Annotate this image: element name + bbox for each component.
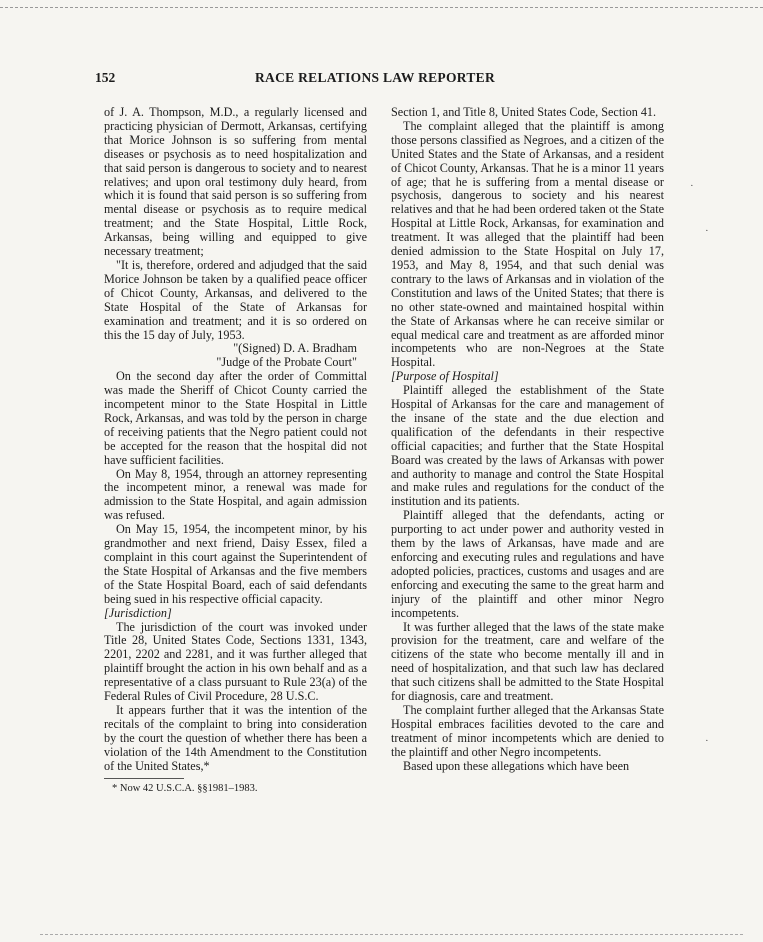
section-heading: [Purpose of Hospital] (391, 369, 499, 384)
footnote-rule (104, 778, 184, 779)
paragraph: The complaint further alleged that the Arkansas State Hospital embraces facilities devoted to the care and treatment of minor incompetents which are denied to the plaintiff and other Negro incompetents. (391, 702, 664, 759)
paragraph: The complaint alleged that the plaintiff is among those persons classified as Negroes, and a citizen of the United States and the State of Arkansas, and a resident of Chicot County, Arkansas. That he is a minor 11 years of age; that he is suffering from a mental disease or psychosis, dangerous to society and his nearest relatives and that he had been ordered taken ot the State Hospital at Little Rock, Arkansas, for examination and treatment. It was alleged that the plaintiff had been denied admission to the State Hospital on July 17, 1953, and May 8, 1954, and that such denial was contrary to the laws of Arkansas and in violation of the Constitution and laws of the United States; that there is no other state-owned and maintained hospital within the State of Arkansas where he can receive similar or equal medical care and treatment as are afforded minor incompetents who are non-Negroes at the State Hospital. (391, 118, 664, 370)
running-head: RACE RELATIONS LAW REPORTER (254, 70, 496, 85)
paragraph: On May 8, 1954, through an attorney representing the incompetent minor, a renewal was made for admission to the State Hospital, and again admission was refused. (104, 466, 367, 523)
scan-speck: · (705, 225, 709, 237)
right-column (391, 106, 664, 774)
paragraph: It was further alleged that the laws of the state make provision for the treatment, care and welfare of the citizens of the state who become mentally ill and in need of hospitalization, and that such law has declared that such citizens shall be admitted to the State Hospital for diagnosis, care and treatment. (391, 619, 664, 704)
paragraph: The jurisdiction of the court was invoked under Title 28, United States Code, Sections 1331, 1343, 2201, 2202 and 2281, and it was further alleged that plaintiff brought the action in his own behalf and as a representative of a class pursuant to Rule 23(a) of the Federal Rules of Civil Procedure, 28 U.S.C. (104, 619, 367, 704)
paragraph: It appears further that it was the intention of the recitals of the complaint to bring into consideration by the court the question of whether there has been a violation of the 14th Amendment to the Constitution of the United States,* (104, 702, 367, 773)
page-header (95, 70, 655, 90)
scan-speck: · (705, 735, 709, 747)
paragraph: of J. A. Thompson, M.D., a regularly licensed and practicing physician of Dermott, Arkansas, certifying that Morice Johnson is so suffering from mental diseases or psychosis as to need hospitalization and that said person is dangerous to society and to nearest relatives; and upon oral testimony duly heard, from which it is found that said person is so suffering from mental disease or psychosis as to require medical treatment; and the State Hospital, Little Rock, Arkansas, being willing and equipped to give necessary treatment; (104, 105, 367, 259)
left-column (104, 106, 367, 795)
signature-title: "Judge of the Probate Court" (216, 355, 357, 370)
footnote: * Now 42 U.S.C.A. §§1981–1983. (112, 782, 258, 794)
paragraph: On May 15, 1954, the incompetent minor, by his grandmother and next friend, Daisy Essex, filed a complaint in this court against the Superintendent of the State Hospital of Arkansas and the five members of the State Hospital Board, each of said defendants being sued in his respective official capacity. (104, 522, 367, 606)
signature-line: "(Signed) D. A. Bradham (233, 341, 357, 356)
top-scan-edge (0, 7, 763, 8)
paragraph: On the second day after the order of Committal was made the Sheriff of Chicot County carried the incompetent minor to the State Hospital in Little Rock, Arkansas, and was told by the person in charge of receiving patients that the Negro patient could not be accepted for the reason that the hospital did not have sufficient facilities. (104, 369, 367, 467)
paragraph: Plaintiff alleged the establishment of the State Hospital of Arkansas for the care and management of the insane of the state and the due election and qualification of the defendants in their respective official capacities; and further that the State Hospital Board was created by the laws of Arkansas with power and authority to manage and control the State Hospital and make rules and regulations for the conduct of the institution and its patients. (391, 383, 664, 509)
paragraph: Plaintiff alleged that the defendants, acting or purporting to act under power and authority vested in them by the laws of Arkansas, have made and are enforcing and executing rules and regulations and have adopted policies, practices, customs and usages and are enforcing and executing the same to the great harm and injury of the plaintiff and other minor Negro incompetents. (391, 508, 664, 620)
section-heading: [Jurisdiction] (104, 605, 172, 620)
paragraph: Based upon these allegations which have been (403, 758, 630, 773)
paragraph: "It is, therefore, ordered and adjudged that the said Morice Johnson be taken by a qualified peace officer of Chicot County, Arkansas, and delivered to the State Hospital of the State of Arkansas for examination and treatment; and it is so ordered on this the 15 day of July, 1953. (104, 257, 367, 342)
paragraph: Section 1, and Title 8, United States Code, Section 41. (391, 105, 657, 119)
page-number: 152 (95, 70, 116, 85)
bottom-scan-edge (40, 934, 743, 935)
scan-speck: · (690, 180, 694, 192)
